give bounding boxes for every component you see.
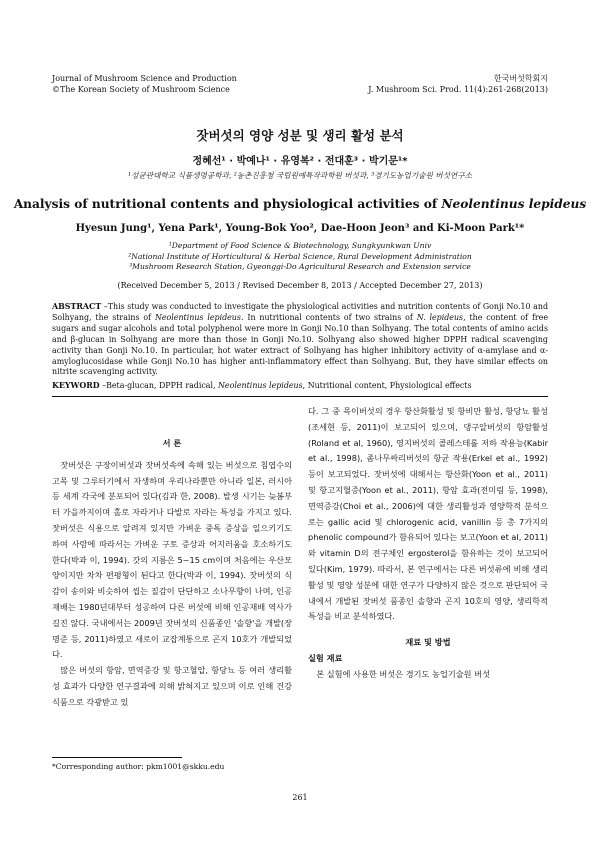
korean-affiliation: ¹성균관대학교 식품생명공학과, ²농촌진흥청 국립원예특작과학원 버섯과, ³경기도농업기술원 버섯연구소 xyxy=(128,171,472,180)
body-paragraph: 잣버섯은 구장이버섯과 잣버섯속에 속해 있는 버섯으로 침엽수의 고목 및 그루터기에서 자생하며 우리나라뿐만 아니라 일본, 러시아 등 세계 각국에 분포되어 있다(김과 한, 2008). 발생 시기는 늦봄부터 가을까지이며 홀로 자라거나 다발로 자라는 특성을 가지고 있다. 잣버섯은 식용으로 알려져 있지만 가벼운 중독 증상을 일으키기도 하여 사람에 따라서는 가벼운 구토 증상과 어지러움을 호소하기도 한다(박과 이, 1994). 갓의 지름은 5~15 cm이며 처음에는 우산모양이지만 차차 편평형이 된다고 한다(박과 이, 1994). 잣버섯의 식감이 송이와 비슷하여 씹는 질감이 단단하고 소나무향이 나며, 인공재배는 1980년대부터 성공하여 다른 버섯에 비해 인공재배 역사가 길진 않다. 국내에서는 2009년 잣버섯의 신품종인 '솔향'을 개발(장명준 등, 2011)하였고 새로이 교잡계통으로 곤지 10호가 개발되었다. xyxy=(52,459,292,660)
abstract-species-short: N. lepideus xyxy=(416,312,464,322)
keyword-species: Neolentinus lepideus xyxy=(218,381,303,390)
english-title-text: Analysis of nutritional contents and physiological activities of xyxy=(13,197,442,211)
english-title-species: Neolentinus lepideus xyxy=(441,197,587,211)
journal-name: Journal of Mushroom Science and Production xyxy=(52,74,237,83)
affiliation-2: ²National Institute of Horticultural & Herbal Science, Rural Development Administration xyxy=(128,251,472,261)
english-title xyxy=(0,197,600,211)
keyword-label: KEYWORD xyxy=(52,381,100,390)
abstract-text: , the content of free sugars and sugar alcohols and total polyphenol were more in Gonji No.10 than Solhyang. The total contents of amino acids and β-glucan in Solhyang are more than those in Gonji No.10. Solhyang also showed higher DPPH radical scavenging activity than Gonji No.10. In particular, hot water extract of Solhyang has higher inhibitory activity of α-amylase and α-amyloglucosidase while Gonji No.10 has higher anti-inflammatory effect than Solhyang. But, they have similar effects on nitrite scavenging activity. xyxy=(52,312,548,377)
english-authors: Hyesun Jung¹, Yena Park¹, Young-Bok Yoo², Dae-Hoon Jeon³ and Ki-Moon Park¹* xyxy=(75,223,525,234)
methods-heading: 재료 및 방법 xyxy=(405,637,451,648)
keyword-text: –Beta-glucan, DPPH radical, xyxy=(99,381,219,390)
society-copyright: ©The Korean Society of Mushroom Science xyxy=(52,85,230,94)
journal-header-left xyxy=(52,73,237,95)
corresponding-author-footnote: *Corresponding author: pkm1001@skku.edu xyxy=(52,762,225,771)
body-paragraph: 많은 버섯의 항암, 면역증강 및 항고혈압, 항당뇨 등 여러 생리활성 효과가 다양한 연구결과에 의해 밝혀지고 있으며 이로 인해 건강식품으로 각광받고 있 xyxy=(52,665,292,707)
korean-title: 잣버섯의 영양 성분 및 생리 활성 분석 xyxy=(196,128,404,143)
section-divider xyxy=(52,396,548,397)
received-dates: (Received December 5, 2013 / Revised December 8, 2013 / Accepted December 27, 2013) xyxy=(117,281,483,290)
keyword-text: , Nutritional content, Physiological effects xyxy=(302,381,472,390)
abstract-text: –This study was conducted to investigate the physiological activities and nutrition contents of Gonji No.10 and Solhyang, the strains of xyxy=(52,302,548,322)
footnote-divider xyxy=(52,757,182,758)
affiliation-1: ¹Department of Food Science & Biotechnology, Sungkyunkwan Univ xyxy=(168,241,432,250)
journal-header-right xyxy=(368,73,548,95)
abstract xyxy=(52,302,548,378)
keywords xyxy=(52,381,548,392)
materials-subheading: 실험 재료 xyxy=(308,652,343,663)
journal-korean-name: 한국버섯학회지 xyxy=(493,74,548,83)
english-affiliations xyxy=(0,241,600,273)
journal-citation: J. Mushroom Sci. Prod. 11(4):261-268(2013) xyxy=(368,85,548,94)
right-column xyxy=(308,404,548,683)
body-paragraph: 다. 그 중 목이버섯의 경우 항산화활성 및 항비만 활성, 항당뇨 활성(조세현 등, 2011)이 보고되어 있으며, 댕구알버섯의 항암활성(Roland et al, 1960), 영지버섯의 콜레스테롤 저하 작용능(Kabir et al., 1998), 좀나무싸리버섯의 항균 작용(Erkel et al., 1992) 등이 보고되었다. 잣버섯에 대해서는 항산화(Yoon et al., 2011) 및 항고지혈증(Yoon et al., 2011), 항암 효과(전미림 등, 1998), 면역증강(Choi et al., 2006)에 대한 생리활성과 영양학적 분석으로는 gallic acid 및 chlorogenic acid, vanillin 등 총 7가지의 phenolic compound가 함유되어 있다는 보고(Yoon et al, 2011)와 vitamin D의 전구체인 ergosterol을 함유하는 것이 보고되어 있다(Kim, 1979). 따라서, 본 연구에서는 다른 버섯류에 비해 생리활성 및 영양 성분에 대한 연구가 다양하지 않은 것으로 판단되어 국내에서 개발된 잣버섯 품종인 솔향과 곤지 10호의 영양, 생리학적 특성을 비교 분석하였다. xyxy=(308,406,548,622)
korean-authors: 정혜선¹ · 박예나¹ · 유영복² · 전대훈³ · 박기문¹* xyxy=(192,156,408,167)
abstract-label: ABSTRACT xyxy=(52,302,102,311)
introduction-heading: 서 론 xyxy=(162,438,182,448)
affiliation-3: ³Mushroom Research Station, Gyeonggi-Do Agricultural Research and Extension service xyxy=(129,262,471,271)
abstract-species: Neolentinus lepideus xyxy=(154,312,241,322)
abstract-text: . In nutritional contents of two strains of xyxy=(240,312,417,322)
left-column xyxy=(52,436,292,711)
body-paragraph: 본 실험에 사용한 버섯은 경기도 농업기술원 버섯 xyxy=(316,668,490,679)
page-number: 261 xyxy=(292,793,308,802)
